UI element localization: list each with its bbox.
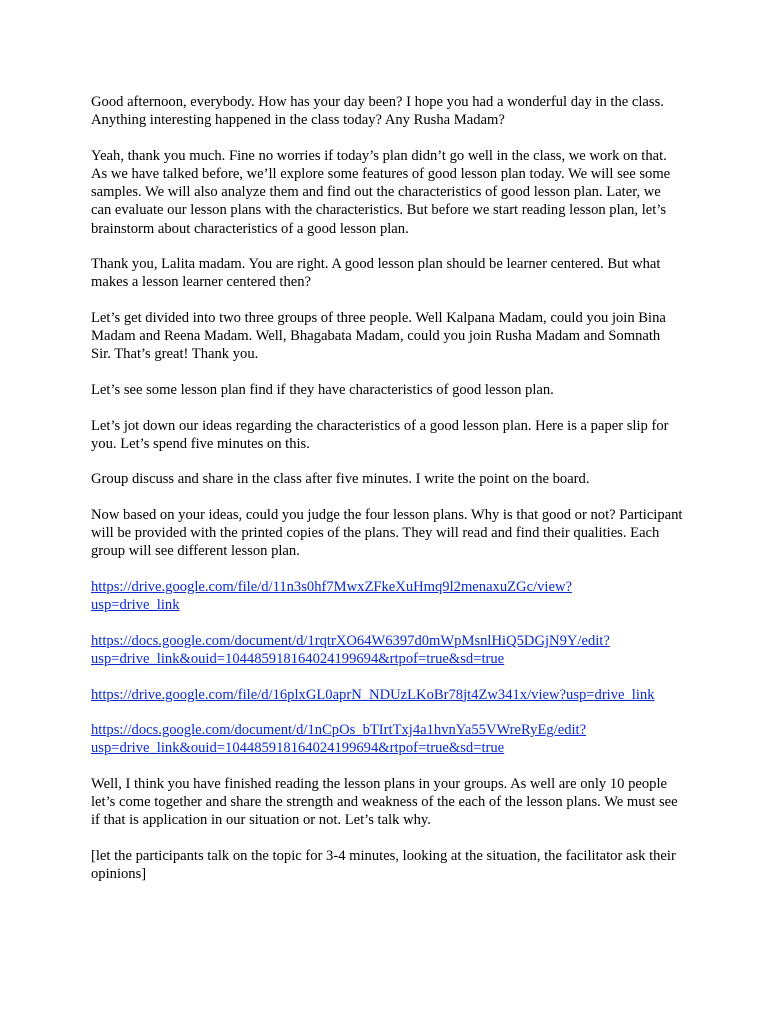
document-body [91, 93, 683, 901]
link-paragraph-2 [91, 632, 683, 668]
link-3-line-1: https://drive.google.com/file/d/16plxGL0aprN_NDUzLKoBr78jt4Zw341x/view?usp=drive_link [91, 686, 655, 703]
lesson-plan-link-2[interactable] [91, 633, 610, 667]
paragraph-intro: Yeah, thank you much. Fine no worries if today’s plan didn’t go well in the class, we work on that. As we have talked before, we’ll explore some features of good lesson plan today. We will see some samples. We will also analyze them and find out the characteristics of good lesson plan. Later, we can evaluate our lesson plans with the characteristics. But before we start reading lesson plan, let’s brainstorm about characteristics of a good lesson plan. [91, 147, 671, 237]
paragraph-group-discuss: Group discuss and share in the class after five minutes. I write the point on the board. [91, 471, 590, 488]
paragraph-learner-centered: Thank you, Lalita madam. You are right. A good lesson plan should be learner centered. But what makes a lesson learner centered then? [91, 256, 661, 291]
paragraph-facilitator-note: [let the participants talk on the topic for 3-4 minutes, looking at the situation, the facilitator ask their opinions] [91, 847, 676, 883]
link-4-line-1: https://docs.google.com/document/d/1nCpOs_bTIrtTxj4a1hvnYa55VWreRyEg/edit? [91, 722, 587, 739]
link-4-line-2: usp=drive_link&ouid=104485918164024199694&rtpof=true&sd=true [91, 740, 505, 757]
paragraph-see-lesson-plans: Let’s see some lesson plan find if they have characteristics of good lesson plan. [91, 382, 554, 398]
link-1-line-2: usp=drive_link [91, 597, 180, 614]
paragraph-share-strengths: Well, I think you have finished reading the lesson plans in your groups. As well are only 10 people let’s come together and share the strength and weakness of the each of the lesson plans. We must see if that is application in our situation or not. Let’s talk why. [91, 775, 678, 829]
lesson-plan-link-1[interactable] [91, 579, 572, 613]
link-paragraph-4 [91, 721, 683, 757]
paragraph-jot-down: Let’s jot down our ideas regarding the characteristics of a good lesson plan. Here is a paper slip for you. Let’s spend five minutes on this. [91, 417, 669, 452]
link-paragraph-1 [91, 578, 683, 614]
link-2-line-2: usp=drive_link&ouid=104485918164024199694&rtpof=true&sd=true [91, 650, 505, 667]
lesson-plan-link-3[interactable] [91, 687, 655, 703]
link-paragraph-3 [91, 686, 683, 704]
link-1-line-1: https://drive.google.com/file/d/11n3s0hf7MwxZFkeXuHmq9l2menaxuZGc/view? [91, 578, 572, 595]
paragraph-greeting: Good afternoon, everybody. How has your day been? I hope you had a wonderful day in the class. Anything interesting happened in the class today? Any Rusha Madam? [91, 94, 664, 129]
link-2-line-1: https://docs.google.com/document/d/1rqtrXO64W6397d0mWpMsnlHiQ5DGjN9Y/edit? [91, 632, 610, 649]
paragraph-judge-plans: Now based on your ideas, could you judge the four lesson plans. Why is that good or not? Participant will be provided with the printed copies of the plans. They will read and find their qualities. Each group will see different lesson plan. [91, 506, 683, 560]
lesson-plan-link-4[interactable] [91, 722, 586, 756]
paragraph-groups: Let’s get divided into two three groups of three people. Well Kalpana Madam, could you join Bina Madam and Reena Madam. Well, Bhagabata Madam, could you join Rusha Madam and Somnath Sir. That’s great! Thank you. [91, 310, 666, 363]
